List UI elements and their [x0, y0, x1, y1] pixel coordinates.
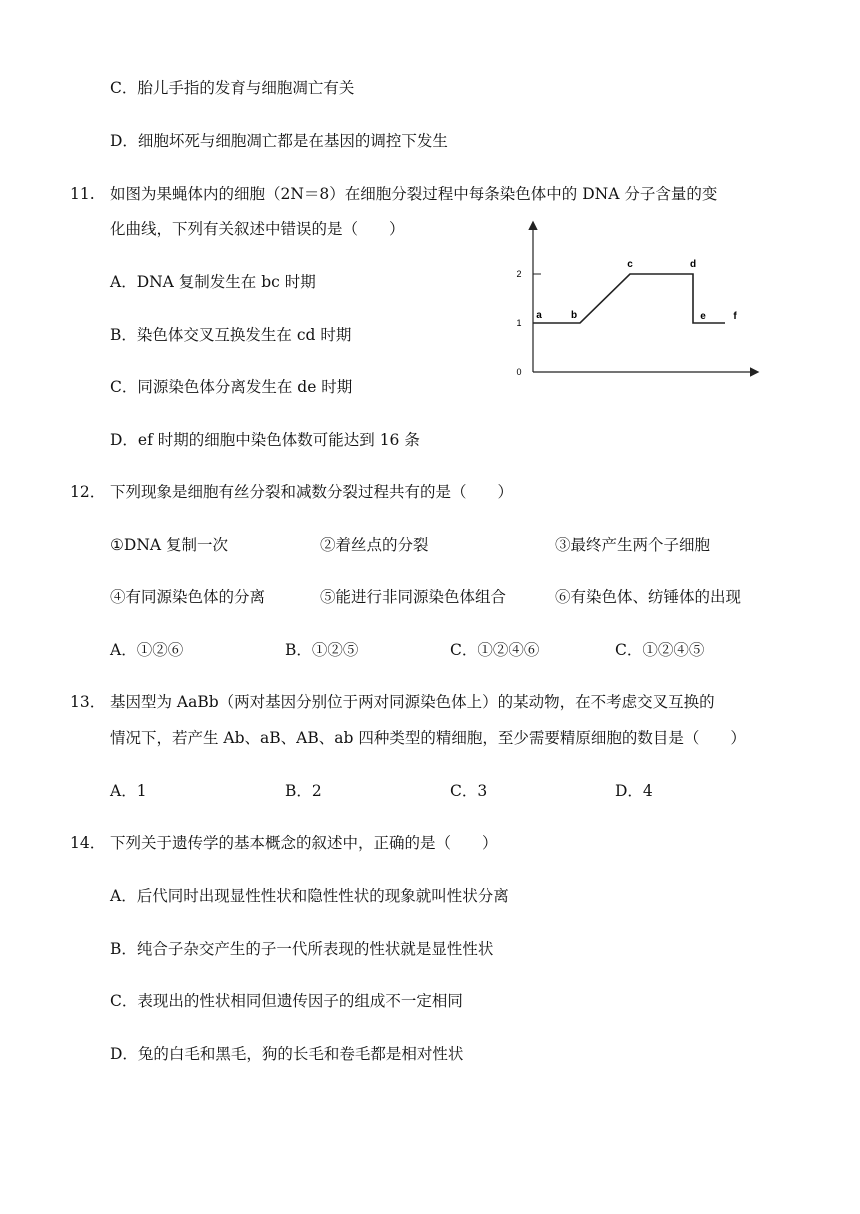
q12-item-2: ②着丝点的分裂 — [320, 536, 429, 554]
q12-item-3: ③最终产生两个子细胞 — [555, 536, 711, 554]
q12-item-5: ⑤能进行非同源染色体组合 — [320, 588, 507, 606]
q10-option-c: C．胎儿手指的发育与细胞凋亡有关 — [110, 79, 355, 97]
y-tick-label-1: 1 — [516, 318, 522, 328]
point-label-c: c — [627, 259, 633, 270]
q13-stem-line1: 基因型为 AaBb（两对基因分别位于两对同源染色体上）的某动物，在不考虑交叉互换的 — [110, 693, 715, 711]
q11-number: 11. — [70, 185, 95, 203]
q12-item-6: ⑥有染色体、纺锤体的出现 — [555, 588, 742, 606]
q14-option-c: C．表现出的性状相同但遗传因子的组成不一定相同 — [110, 992, 463, 1010]
q11-option-b: B．染色体交叉互换发生在 cd 时期 — [110, 326, 352, 344]
q12-choice-c: C．①②④⑥ — [450, 641, 540, 659]
dna-content-line-chart — [505, 215, 765, 385]
point-label-b: b — [570, 310, 578, 321]
q13-choice-c: C．3 — [450, 782, 488, 800]
q14-number: 14． — [70, 834, 106, 852]
q11-option-d: D．ef 时期的细胞中染色体数可能达到 16 条 — [110, 431, 420, 449]
q14-option-d: D．兔的白毛和黑毛，狗的长毛和卷毛都是相对性状 — [110, 1045, 464, 1063]
q13-choice-b: B．2 — [285, 782, 322, 800]
y-tick-label-2: 2 — [516, 269, 522, 279]
q12-item-1: ①DNA 复制一次 — [110, 536, 229, 554]
q12-choice-b: B．①②⑤ — [285, 641, 359, 659]
q11-stem-line1: 如图为果蝇体内的细胞（2N＝8）在细胞分裂过程中每条染色体中的 DNA 分子含量的变 — [110, 185, 718, 203]
q14-option-a: A．后代同时出现显性性状和隐性性状的现象就叫性状分离 — [110, 887, 509, 905]
point-label-a: a — [536, 310, 542, 321]
q13-number: 13． — [70, 693, 106, 711]
q11-stem-line2: 化曲线，下列有关叙述中错误的是（ ） — [110, 220, 405, 238]
q12-choice-a: A．①②⑥ — [110, 641, 184, 659]
point-label-e: e — [700, 311, 706, 322]
point-label-f: f — [733, 311, 737, 322]
q11-option-c: C．同源染色体分离发生在 de 时期 — [110, 378, 353, 396]
q10-option-d: D．细胞坏死与细胞凋亡都是在基因的调控下发生 — [110, 132, 448, 150]
q12-choice-d: C．①②④⑤ — [615, 641, 705, 659]
q14-option-b: B．纯合子杂交产生的子一代所表现的性状就是显性性状 — [110, 940, 494, 958]
q13-choice-d: D．4 — [615, 782, 653, 800]
dna-content-line — [533, 274, 725, 323]
q12-item-4: ④有同源染色体的分离 — [110, 588, 266, 606]
point-label-d: d — [689, 259, 697, 270]
q13-stem-line2: 情况下，若产生 Ab、aB、AB、ab 四种类型的精细胞，至少需要精原细胞的数目是（ ） — [110, 729, 746, 747]
q11-option-a: A．DNA 复制发生在 bc 时期 — [110, 273, 316, 291]
q12-number: 12． — [70, 483, 106, 501]
y-tick-label-0: 0 — [516, 367, 522, 377]
q13-choice-a: A．1 — [110, 782, 147, 800]
q14-stem: 下列关于遗传学的基本概念的叙述中，正确的是（ ） — [110, 834, 498, 852]
q12-stem: 下列现象是细胞有丝分裂和减数分裂过程共有的是（ ） — [110, 483, 514, 501]
